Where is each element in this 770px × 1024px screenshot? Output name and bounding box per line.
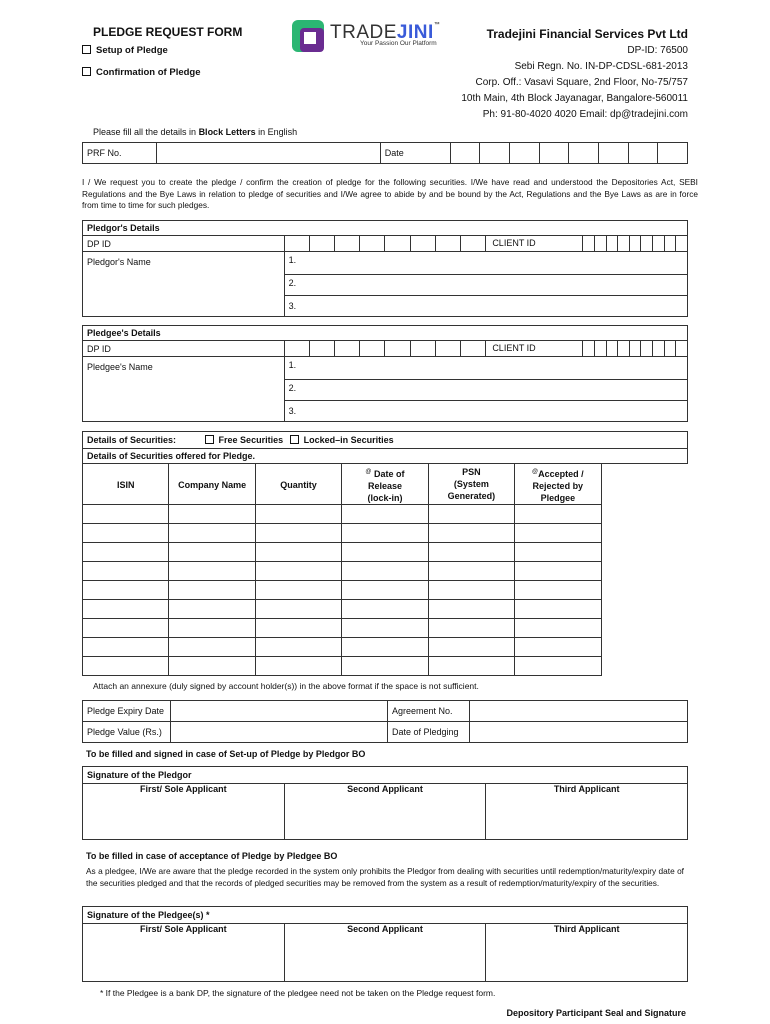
date-box[interactable] — [569, 143, 599, 164]
setup-heading: To be filled and signed in case of Set-up of Pledge by Pledgor BO — [86, 749, 366, 759]
table-row[interactable] — [83, 505, 688, 524]
pledge-expiry-input[interactable] — [171, 701, 388, 722]
pledgor-name-3[interactable]: 3. — [284, 296, 687, 317]
logo-text-trade: TRADE — [330, 22, 397, 43]
pledgee-signature-table — [82, 906, 688, 982]
date-label: Date — [380, 143, 450, 164]
logo-tm: ™ — [433, 22, 441, 28]
declaration-text: I / We request you to create the pledge / confirm the creation of pledge for the following securities. I/We have read and understood the Depositories Act, SEBI Regulations and the Bye Laws in relation to pledge of securities and I/We agree to abide by and be bound by the Act, Regulations and the Bye Laws as are in force from time to time for such pledges. — [82, 177, 698, 210]
acceptance-text: As a pledgee, I/We are aware that the pledge recorded in the system only prohibits the Pledgor from dealing with securities until redemption/maturity/expiry date of the securities pledged and that the records of pledged securities may be removed from the system as a result of redemption/maturity/expiry of the securities. — [86, 866, 684, 888]
pledgee-dp-label: DP ID — [83, 341, 285, 357]
date-box[interactable] — [599, 143, 629, 164]
pledgee-title: Pledgee's Details — [83, 326, 688, 341]
col-psn: PSN (System Generated) — [428, 464, 514, 505]
table-row[interactable] — [83, 600, 688, 619]
table-row[interactable] — [83, 524, 688, 543]
pledgee-client-id[interactable]: CLIENT ID — [486, 341, 688, 357]
agreement-input[interactable] — [470, 701, 688, 722]
logo-mark-icon — [290, 18, 326, 54]
pledgor-dp-label: DP ID — [83, 236, 285, 252]
dp-id: DP-ID: 76500 — [627, 45, 688, 56]
col-isin: ISIN — [83, 464, 169, 505]
pledgor-dp-boxes[interactable] — [284, 236, 486, 252]
locked-securities-option[interactable]: Locked–in Securities — [290, 435, 394, 445]
agreement-label: Agreement No. — [388, 701, 470, 722]
securities-type-row — [83, 432, 688, 449]
table-row[interactable] — [83, 543, 688, 562]
pledgor-signature-title: Signature of the Pledgor — [83, 767, 688, 784]
pledgor-name-2[interactable]: 2. — [284, 275, 687, 296]
pledgee-name-3[interactable]: 3. — [284, 401, 687, 422]
date-box[interactable] — [539, 143, 569, 164]
table-row[interactable] — [83, 619, 688, 638]
second-applicant-label: Second Applicant — [284, 784, 486, 798]
table-row[interactable] — [83, 562, 688, 581]
second-applicant-signature[interactable] — [284, 938, 486, 982]
pledgor-name-1[interactable]: 1. — [284, 252, 687, 275]
date-box[interactable] — [450, 143, 480, 164]
securities-table — [82, 431, 688, 676]
pledgor-name-label: Pledgor's Name — [83, 252, 285, 317]
option-setup[interactable]: Setup of Pledge — [82, 45, 168, 56]
col-release: @ Date of Release (lock-in) — [342, 464, 428, 505]
checkbox-icon[interactable] — [205, 435, 214, 444]
first-applicant-signature[interactable] — [83, 798, 285, 840]
pledgor-title: Pledgor's Details — [83, 221, 688, 236]
securities-label: Details of Securities: — [87, 435, 177, 445]
pledgee-dp-boxes[interactable] — [284, 341, 486, 357]
col-accepted: @Accepted / Rejected by Pledgee — [515, 464, 601, 505]
first-applicant-label: First/ Sole Applicant — [83, 924, 285, 938]
col-quantity: Quantity — [255, 464, 341, 505]
date-box[interactable] — [480, 143, 510, 164]
table-row[interactable] — [83, 638, 688, 657]
table-row[interactable] — [83, 581, 688, 600]
pledge-info-table — [82, 700, 688, 743]
pledge-expiry-label: Pledge Expiry Date — [83, 701, 171, 722]
pledgee-name-label: Pledgee's Name — [83, 357, 285, 422]
second-applicant-signature[interactable] — [284, 798, 486, 840]
pledgor-table — [82, 220, 688, 317]
date-box[interactable] — [658, 143, 688, 164]
contact-line: Ph: 91-80-4020 4020 Email: dp@tradejini.com — [482, 109, 688, 120]
company-name: Tradejini Financial Services Pvt Ltd — [486, 27, 688, 41]
col-company: Company Name — [169, 464, 255, 505]
date-box[interactable] — [510, 143, 540, 164]
pledgee-table — [82, 325, 688, 422]
acceptance-heading: To be filled in case of acceptance of Pledge by Pledgee BO — [86, 851, 338, 861]
third-applicant-signature[interactable] — [486, 938, 688, 982]
checkbox-icon[interactable] — [82, 45, 91, 54]
sebi-regn: Sebi Regn. No. IN-DP-CDSL-681-2013 — [514, 61, 688, 72]
logo-text-jini: JINI — [396, 22, 434, 43]
address-line-2: 10th Main, 4th Block Jayanagar, Bangalore-560011 — [461, 93, 688, 104]
first-applicant-label: First/ Sole Applicant — [83, 784, 285, 798]
instruction-text: Please fill all the details in Block Letters in English — [93, 127, 298, 137]
logo-tagline: Your Passion Our Platform — [360, 40, 437, 47]
pledge-value-input[interactable] — [171, 722, 388, 743]
annexure-note: Attach an annexure (duly signed by account holder(s)) in the above format if the space is not sufficient. — [93, 681, 479, 691]
prf-table — [82, 142, 688, 164]
checkbox-icon[interactable] — [82, 67, 91, 76]
pledgee-signature-title: Signature of the Pledgee(s) * — [83, 907, 688, 924]
prf-input[interactable] — [156, 143, 380, 164]
pledge-value-label: Pledge Value (Rs.) — [83, 722, 171, 743]
third-applicant-signature[interactable] — [486, 798, 688, 840]
date-of-pledging-label: Date of Pledging — [388, 722, 470, 743]
date-box[interactable] — [628, 143, 658, 164]
pledgee-name-2[interactable]: 2. — [284, 380, 687, 401]
pledgor-client-id[interactable]: CLIENT ID — [486, 236, 688, 252]
address-line-1: Corp. Off.: Vasavi Square, 2nd Floor, No-75/757 — [475, 77, 688, 88]
prf-label: PRF No. — [83, 143, 157, 164]
pledgee-name-1[interactable]: 1. — [284, 357, 687, 380]
table-row[interactable] — [83, 657, 688, 676]
footnote: * If the Pledgee is a bank DP, the signature of the pledgee need not be taken on the Pledge request form. — [100, 988, 496, 998]
first-applicant-signature[interactable] — [83, 938, 285, 982]
seal-label: Depository Participant Seal and Signature — [506, 1008, 686, 1018]
form-title: PLEDGE REQUEST FORM — [93, 25, 243, 39]
securities-offered-label: Details of Securities offered for Pledge. — [83, 449, 688, 464]
checkbox-icon[interactable] — [290, 435, 299, 444]
date-of-pledging-input[interactable] — [470, 722, 688, 743]
third-applicant-label: Third Applicant — [486, 924, 688, 938]
option-confirmation[interactable]: Confirmation of Pledge — [82, 67, 201, 78]
pledgor-signature-table — [82, 766, 688, 840]
free-securities-option[interactable]: Free Securities — [205, 435, 284, 445]
second-applicant-label: Second Applicant — [284, 924, 486, 938]
third-applicant-label: Third Applicant — [486, 784, 688, 798]
